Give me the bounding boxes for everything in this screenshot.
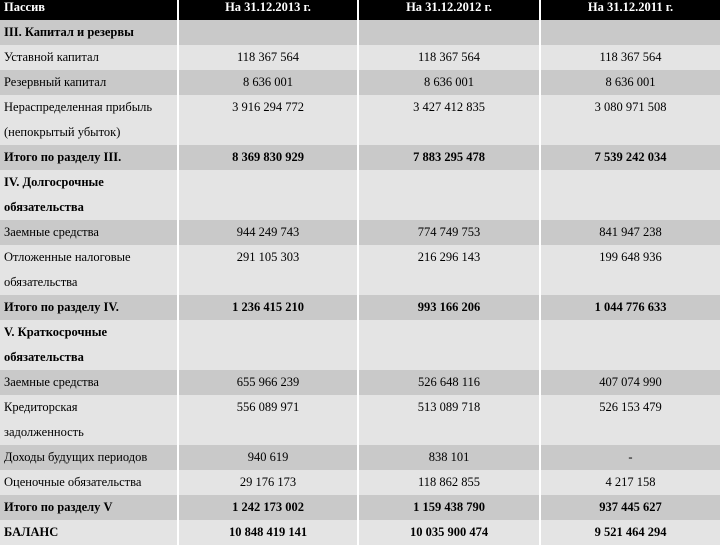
cell-2012: 838 101 xyxy=(358,445,540,470)
cell-2011: 937 445 627 xyxy=(540,495,720,520)
row-label: V. Краткосрочные xyxy=(0,320,178,345)
header-2011: На 31.12.2011 г. xyxy=(540,0,720,20)
cell-2012 xyxy=(358,320,540,345)
cell-2012: 993 166 206 xyxy=(358,295,540,320)
table-row xyxy=(0,145,720,170)
row-label: обязательства xyxy=(0,270,178,295)
table-header-row xyxy=(0,0,720,20)
row-label: IV. Долгосрочные xyxy=(0,170,178,195)
table-row xyxy=(0,270,720,295)
cell-2012: 7 883 295 478 xyxy=(358,145,540,170)
cell-2011: 1 044 776 633 xyxy=(540,295,720,320)
cell-2013: 556 089 971 xyxy=(178,395,358,420)
table-row xyxy=(0,120,720,145)
table-row xyxy=(0,420,720,445)
cell-2013 xyxy=(178,270,358,295)
table-row xyxy=(0,395,720,420)
cell-2012: 513 089 718 xyxy=(358,395,540,420)
cell-2013 xyxy=(178,120,358,145)
cell-2011 xyxy=(540,20,720,45)
table-row xyxy=(0,220,720,245)
cell-2011: 4 217 158 xyxy=(540,470,720,495)
table-row xyxy=(0,370,720,395)
header-2012: На 31.12.2012 г. xyxy=(358,0,540,20)
cell-2012 xyxy=(358,345,540,370)
cell-2013: 118 367 564 xyxy=(178,45,358,70)
table-row xyxy=(0,70,720,95)
row-label: Резервный капитал xyxy=(0,70,178,95)
cell-2013: 944 249 743 xyxy=(178,220,358,245)
cell-2013: 655 966 239 xyxy=(178,370,358,395)
row-label: обязательства xyxy=(0,195,178,220)
cell-2013: 8 369 830 929 xyxy=(178,145,358,170)
cell-2012: 118 862 855 xyxy=(358,470,540,495)
cell-2012 xyxy=(358,420,540,445)
cell-2012: 3 427 412 835 xyxy=(358,95,540,120)
cell-2011 xyxy=(540,270,720,295)
cell-2012 xyxy=(358,270,540,295)
row-label: Уставной капитал xyxy=(0,45,178,70)
table-row xyxy=(0,320,720,345)
row-label: Заемные средства xyxy=(0,220,178,245)
table-row xyxy=(0,345,720,370)
cell-2011: 7 539 242 034 xyxy=(540,145,720,170)
cell-2011: 199 648 936 xyxy=(540,245,720,270)
row-label: Итого по разделу V xyxy=(0,495,178,520)
cell-2012: 216 296 143 xyxy=(358,245,540,270)
cell-2013 xyxy=(178,345,358,370)
cell-2013: 1 236 415 210 xyxy=(178,295,358,320)
cell-2011: 9 521 464 294 xyxy=(540,520,720,545)
cell-2013 xyxy=(178,320,358,345)
row-label: (непокрытый убыток) xyxy=(0,120,178,145)
cell-2011: 407 074 990 xyxy=(540,370,720,395)
cell-2013: 10 848 419 141 xyxy=(178,520,358,545)
cell-2012: 1 159 438 790 xyxy=(358,495,540,520)
row-label: БАЛАНС xyxy=(0,520,178,545)
row-label: Итого по разделу III. xyxy=(0,145,178,170)
cell-2011: 118 367 564 xyxy=(540,45,720,70)
cell-2013 xyxy=(178,20,358,45)
table-row xyxy=(0,520,720,545)
cell-2013: 940 619 xyxy=(178,445,358,470)
cell-2013 xyxy=(178,170,358,195)
row-label: задолженность xyxy=(0,420,178,445)
cell-2011: 526 153 479 xyxy=(540,395,720,420)
cell-2013: 8 636 001 xyxy=(178,70,358,95)
cell-2011 xyxy=(540,170,720,195)
table-row xyxy=(0,170,720,195)
table-row xyxy=(0,195,720,220)
row-label: Доходы будущих периодов xyxy=(0,445,178,470)
table-row xyxy=(0,495,720,520)
cell-2011 xyxy=(540,195,720,220)
row-label: Отложенные налоговые xyxy=(0,245,178,270)
table-row xyxy=(0,245,720,270)
cell-2013 xyxy=(178,195,358,220)
row-label: III. Капитал и резервы xyxy=(0,20,178,45)
cell-2011: - xyxy=(540,445,720,470)
cell-2012: 118 367 564 xyxy=(358,45,540,70)
cell-2012: 526 648 116 xyxy=(358,370,540,395)
cell-2012 xyxy=(358,120,540,145)
cell-2011 xyxy=(540,420,720,445)
cell-2011: 8 636 001 xyxy=(540,70,720,95)
cell-2012: 10 035 900 474 xyxy=(358,520,540,545)
table-row xyxy=(0,95,720,120)
row-label: Кредиторская xyxy=(0,395,178,420)
cell-2013: 1 242 173 002 xyxy=(178,495,358,520)
cell-2012: 8 636 001 xyxy=(358,70,540,95)
cell-2013 xyxy=(178,420,358,445)
cell-2013: 3 916 294 772 xyxy=(178,95,358,120)
cell-2011: 3 080 971 508 xyxy=(540,95,720,120)
row-label: Итого по разделу IV. xyxy=(0,295,178,320)
header-2013: На 31.12.2013 г. xyxy=(178,0,358,20)
row-label: обязательства xyxy=(0,345,178,370)
table-row xyxy=(0,445,720,470)
cell-2013: 291 105 303 xyxy=(178,245,358,270)
cell-2012 xyxy=(358,170,540,195)
cell-2013: 29 176 173 xyxy=(178,470,358,495)
cell-2011 xyxy=(540,120,720,145)
cell-2012 xyxy=(358,195,540,220)
cell-2012 xyxy=(358,20,540,45)
row-label: Заемные средства xyxy=(0,370,178,395)
table-row xyxy=(0,470,720,495)
table-row xyxy=(0,295,720,320)
header-liabilities: Пассив xyxy=(0,0,178,20)
row-label: Нераспределенная прибыль xyxy=(0,95,178,120)
cell-2011 xyxy=(540,345,720,370)
cell-2011: 841 947 238 xyxy=(540,220,720,245)
table-row xyxy=(0,45,720,70)
cell-2011 xyxy=(540,320,720,345)
table-row xyxy=(0,20,720,45)
cell-2012: 774 749 753 xyxy=(358,220,540,245)
row-label: Оценочные обязательства xyxy=(0,470,178,495)
